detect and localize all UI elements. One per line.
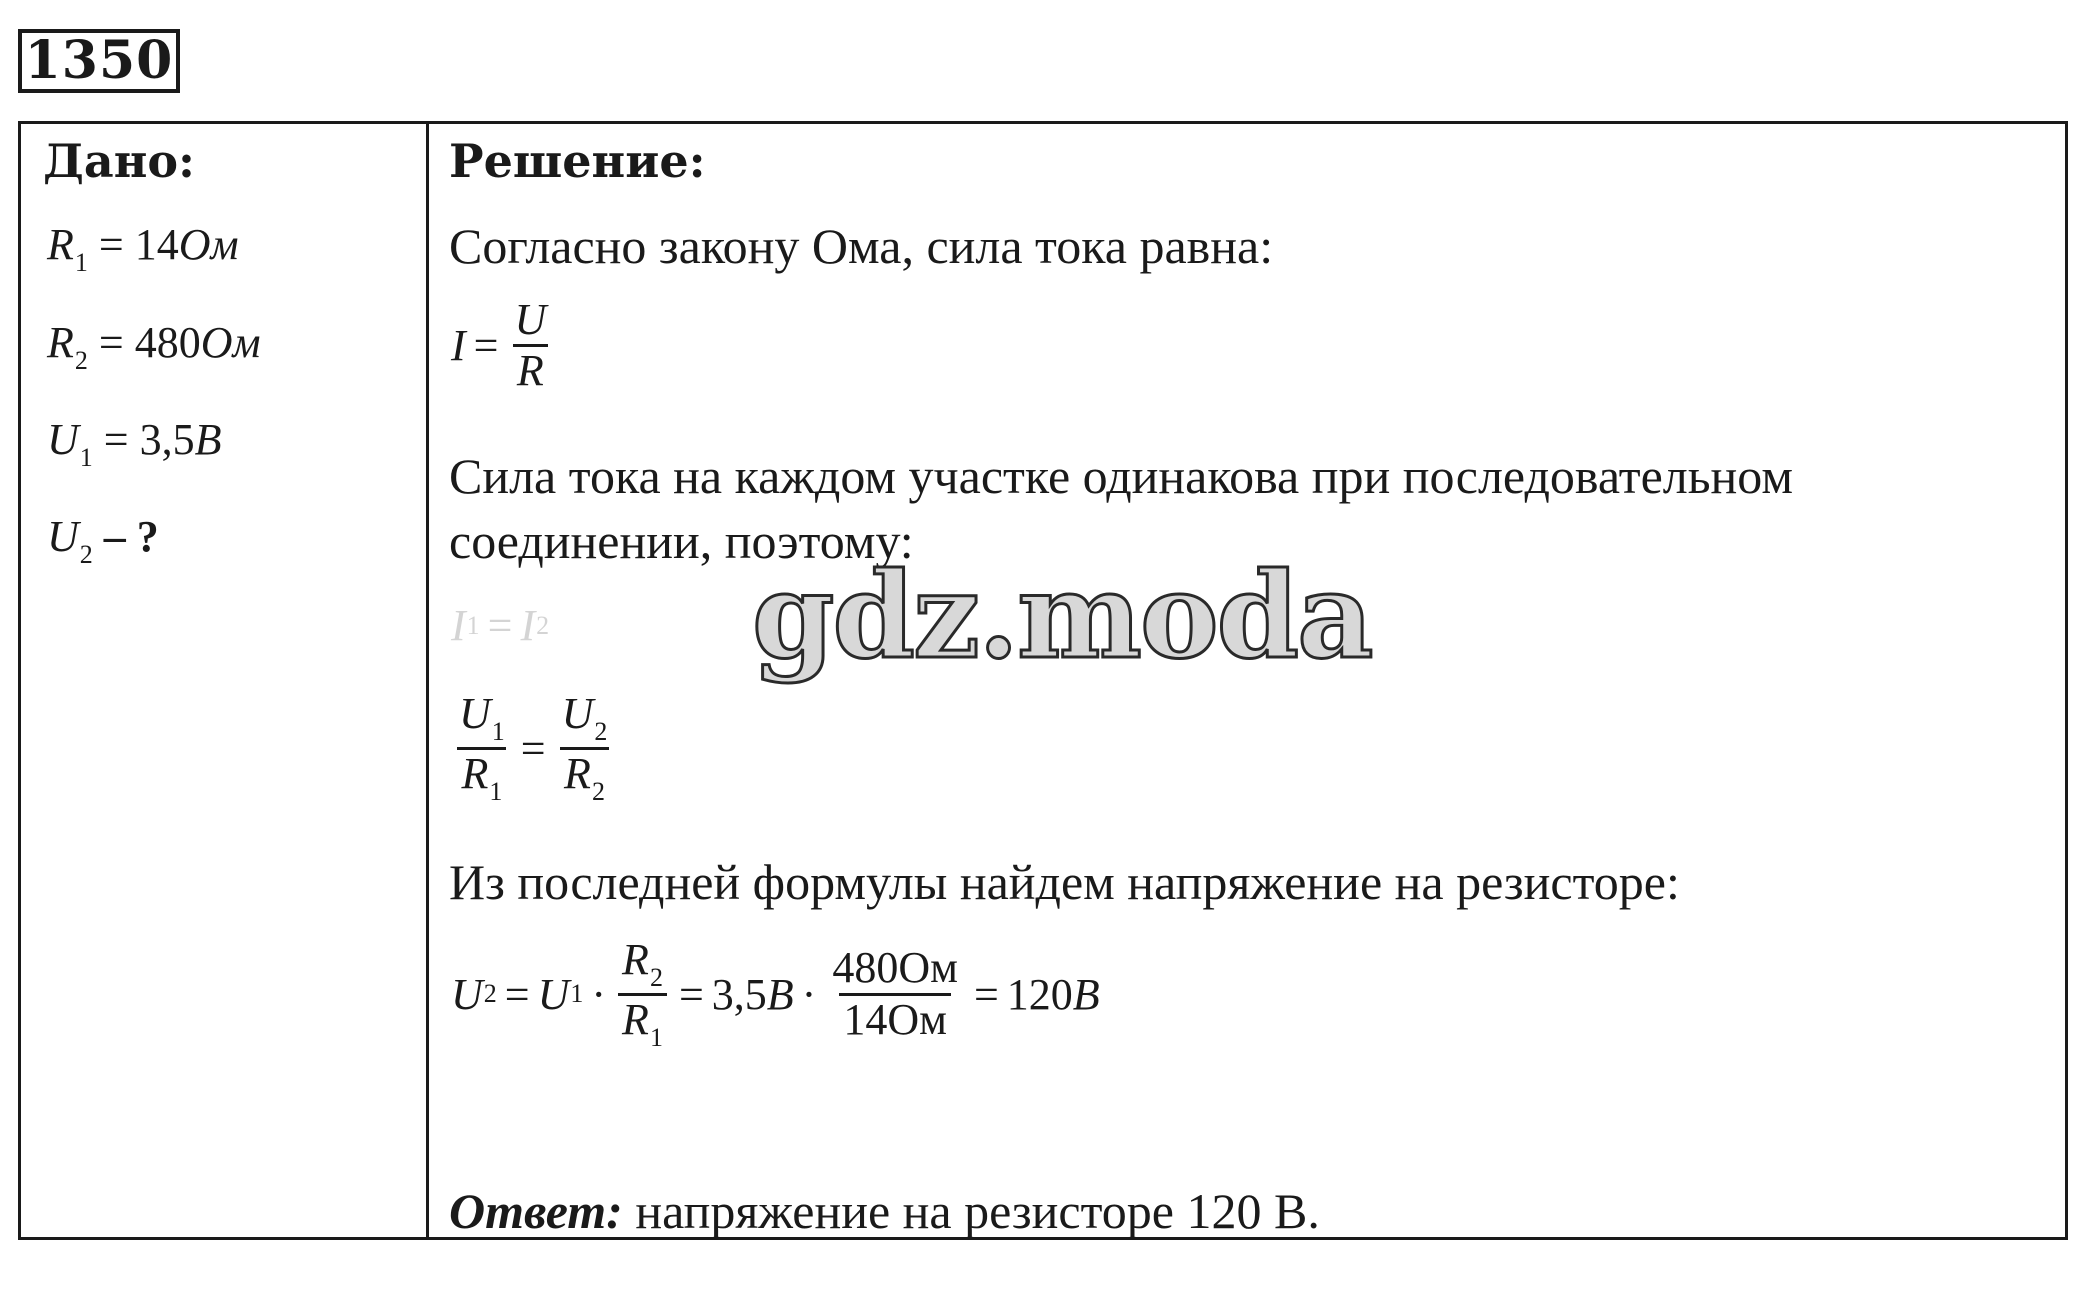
given-item-r2: $R_2 = 480Ом$ [47,318,261,375]
series-current-text-line1: Сила тока на каждом участке одинакова при последовательном [449,448,1793,504]
watermark: gdz.moda [752,546,1372,685]
answer-line [449,1183,1320,1239]
voltage-calculation-formula: U 2 = U 1 · $\frac{R_2}{R_1}$ = 3,5 B · $\frac{480Ом}{14Ом}$ = 120 B [451,935,1100,1052]
series-current-text-line2: соединении, поэтому: [449,513,914,569]
given-item-u1: $U_1 = 3,5В$ [47,415,222,472]
answer-label: Ответ: [449,1183,623,1239]
equal-current-formula: I 1 = I 2 [451,601,550,650]
given-item-r1: $R_1 = 14Ом$ [47,220,239,277]
ratio-formula: $\frac{U_1}{R_1}$ = $\frac{U_2}{R_2}$ [459,689,608,806]
column-divider [426,124,429,1237]
solution-heading: Решение: [449,134,706,188]
answer-text: напряжение на резисторе 120 В. [622,1183,1320,1239]
ohm-law-formula: I = $\frac{U}{R}$ [451,295,547,396]
given-heading: Дано: [43,134,196,188]
final-formula-text: Из последней формулы найдем напряжение на резисторе: [449,854,1680,910]
problem-number: 1350 [18,29,180,93]
ohm-law-text: Согласно закону Ома, сила тока равна: [449,218,1274,274]
given-item-u2-unknown: $U_2$ – ? [47,512,159,569]
